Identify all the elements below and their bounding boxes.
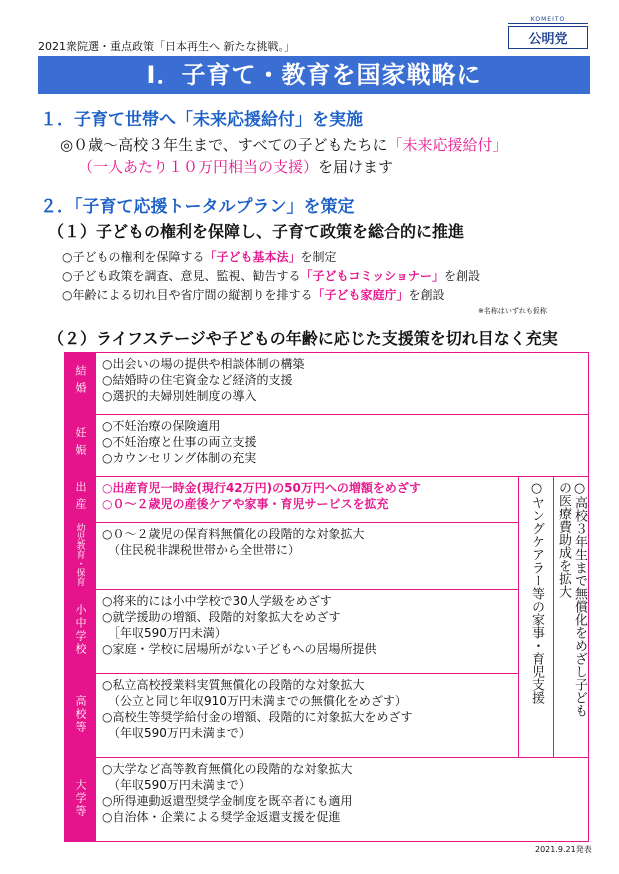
list-item: （住民税非課税世帯から全世帯に） xyxy=(102,543,301,557)
name-note: ※名称はいずれも仮称 xyxy=(478,307,547,315)
list-item: （公立と同じ年収910万円未満までの無償化をめざす） xyxy=(102,694,407,708)
list-item: ○不妊治療の保険適用 xyxy=(102,419,221,433)
row-content xyxy=(96,523,519,590)
section1-line1 xyxy=(60,134,508,155)
table-row xyxy=(65,758,589,842)
table-row xyxy=(65,590,589,674)
medical-text: ○高校３年生まで無償化をめざし子どもの医療費助成を拡大 xyxy=(556,481,587,717)
row-content xyxy=(96,415,589,477)
policy-item xyxy=(62,248,337,265)
lifestage-table xyxy=(64,352,589,842)
table-row xyxy=(65,353,589,415)
policy-item-suffix: を制定 xyxy=(300,250,337,264)
row-label-university: 大学等 xyxy=(65,758,96,842)
list-item: ○家庭・学校に居場所がない子どもへの居場所提供 xyxy=(102,642,377,656)
policy-item-highlight: 「子どもコミッショナー」 xyxy=(300,269,445,283)
young-carer-column xyxy=(519,477,554,758)
row-content xyxy=(96,758,589,842)
release-date: 2021.9.21発表 xyxy=(535,845,592,854)
list-item: ○高校生等奨学給付金の増額、段階的に対象拡大をめざす xyxy=(102,710,413,724)
table-row xyxy=(65,477,589,523)
row-content xyxy=(96,590,519,674)
list-item: ○所得連動返還型奨学金制度を既卒者にも適用 xyxy=(102,794,353,808)
list-item: ○０〜２歳児の保育料無償化の段階的な対象拡大 xyxy=(102,527,365,541)
list-item: （年収590万円未満まで） xyxy=(102,726,251,740)
section1-title: １．子育て世帯へ「未来応援給付」を実施 xyxy=(40,110,363,130)
section2-sub1: （１）子どもの権利を保障し、子育て政策を総合的に推進 xyxy=(48,222,465,241)
mirai-oen-kyufu: 「未来応援給付」 xyxy=(387,136,508,154)
list-item: ○大学など高等教育無償化の段階的な対象拡大 xyxy=(102,762,353,776)
policy-item-highlight: 「子ども家庭庁」 xyxy=(312,288,409,302)
section2-title: ２．「子育て応援トータルプラン」を策定 xyxy=(40,197,355,217)
list-item: ○就学援助の増額、段階的対象拡大をめざす xyxy=(102,610,341,624)
young-carer-text: ○ヤングケアラー等の家事・育児支援 xyxy=(529,481,544,704)
table-row xyxy=(65,415,589,477)
section1-line1-text: ◎０歳〜高校３年生まで、すべての子どもたちに xyxy=(60,136,388,154)
header-subtitle: 2021衆院選・重点政策「日本再生へ 新たな挑戦。」 xyxy=(38,40,295,53)
policy-item-highlight: 「子ども基本法」 xyxy=(204,250,301,264)
logo-big-text: 公明党 xyxy=(508,26,588,49)
section2-sub2: （２）ライフステージや子どもの年齢に応じた支援策を切れ目なく充実 xyxy=(48,329,558,348)
list-item: ○０〜２歳児の産後ケアや家事・育児サービスを拡充 xyxy=(102,497,389,511)
policy-item-suffix: を創設 xyxy=(444,269,481,283)
komeito-logo xyxy=(508,16,588,49)
policy-item-text: ○年齢による切れ目や省庁間の縦割りを排する xyxy=(62,288,313,302)
row-label-marriage: 結婚 xyxy=(65,353,96,415)
row-label-elementary: 小中学校 xyxy=(65,590,96,674)
support-amount: （一人あたり１０万円相当の支援） xyxy=(78,158,319,176)
section1-line2-text: を届けます xyxy=(318,158,394,176)
logo-small-text: KOMEITO xyxy=(508,16,588,24)
row-label-pregnancy: 妊娠 xyxy=(65,415,96,477)
list-item: ○カウンセリング体制の充実 xyxy=(102,451,257,465)
medical-column xyxy=(554,477,589,758)
section1-line2 xyxy=(78,156,393,177)
row-label-preschool: 幼児教育・保育 xyxy=(65,523,96,590)
list-item: ［年収590万円未満） xyxy=(102,626,227,640)
list-item: ○選択的夫婦別姓制度の導入 xyxy=(102,389,257,403)
list-item: ○出産育児一時金(現行42万円)の50万円への増額をめざす xyxy=(102,481,421,495)
list-item: ○将来的には小中学校で30人学級をめざす xyxy=(102,594,332,608)
policy-item-text: ○子ども政策を調査、意見、監視、勧告する xyxy=(62,269,301,283)
policy-item-suffix: を創設 xyxy=(408,288,445,302)
list-item: ○私立高校授業料実質無償化の段階的な対象拡大 xyxy=(102,678,365,692)
row-content xyxy=(96,674,519,758)
list-item: ○出会いの場の提供や相談体制の構築 xyxy=(102,357,305,371)
policy-item-text: ○子どもの権利を保障する xyxy=(62,250,205,264)
page-title-banner: Ⅰ．子育て・教育を国家戦略に xyxy=(38,56,590,94)
table-row xyxy=(65,674,589,758)
list-item: ○結婚時の住宅資金など経済的支援 xyxy=(102,373,293,387)
policy-item xyxy=(62,286,445,303)
list-item: ○不妊治療と仕事の両立支援 xyxy=(102,435,257,449)
table-row xyxy=(65,523,589,590)
list-item: ○自治体・企業による奨学金返還支援を促進 xyxy=(102,810,341,824)
row-content xyxy=(96,353,589,415)
row-label-birth: 出産 xyxy=(65,477,96,523)
row-label-highschool: 高校等 xyxy=(65,674,96,758)
list-item: （年収590万円未満まで） xyxy=(102,778,251,792)
row-content xyxy=(96,477,519,523)
policy-item xyxy=(62,267,480,284)
